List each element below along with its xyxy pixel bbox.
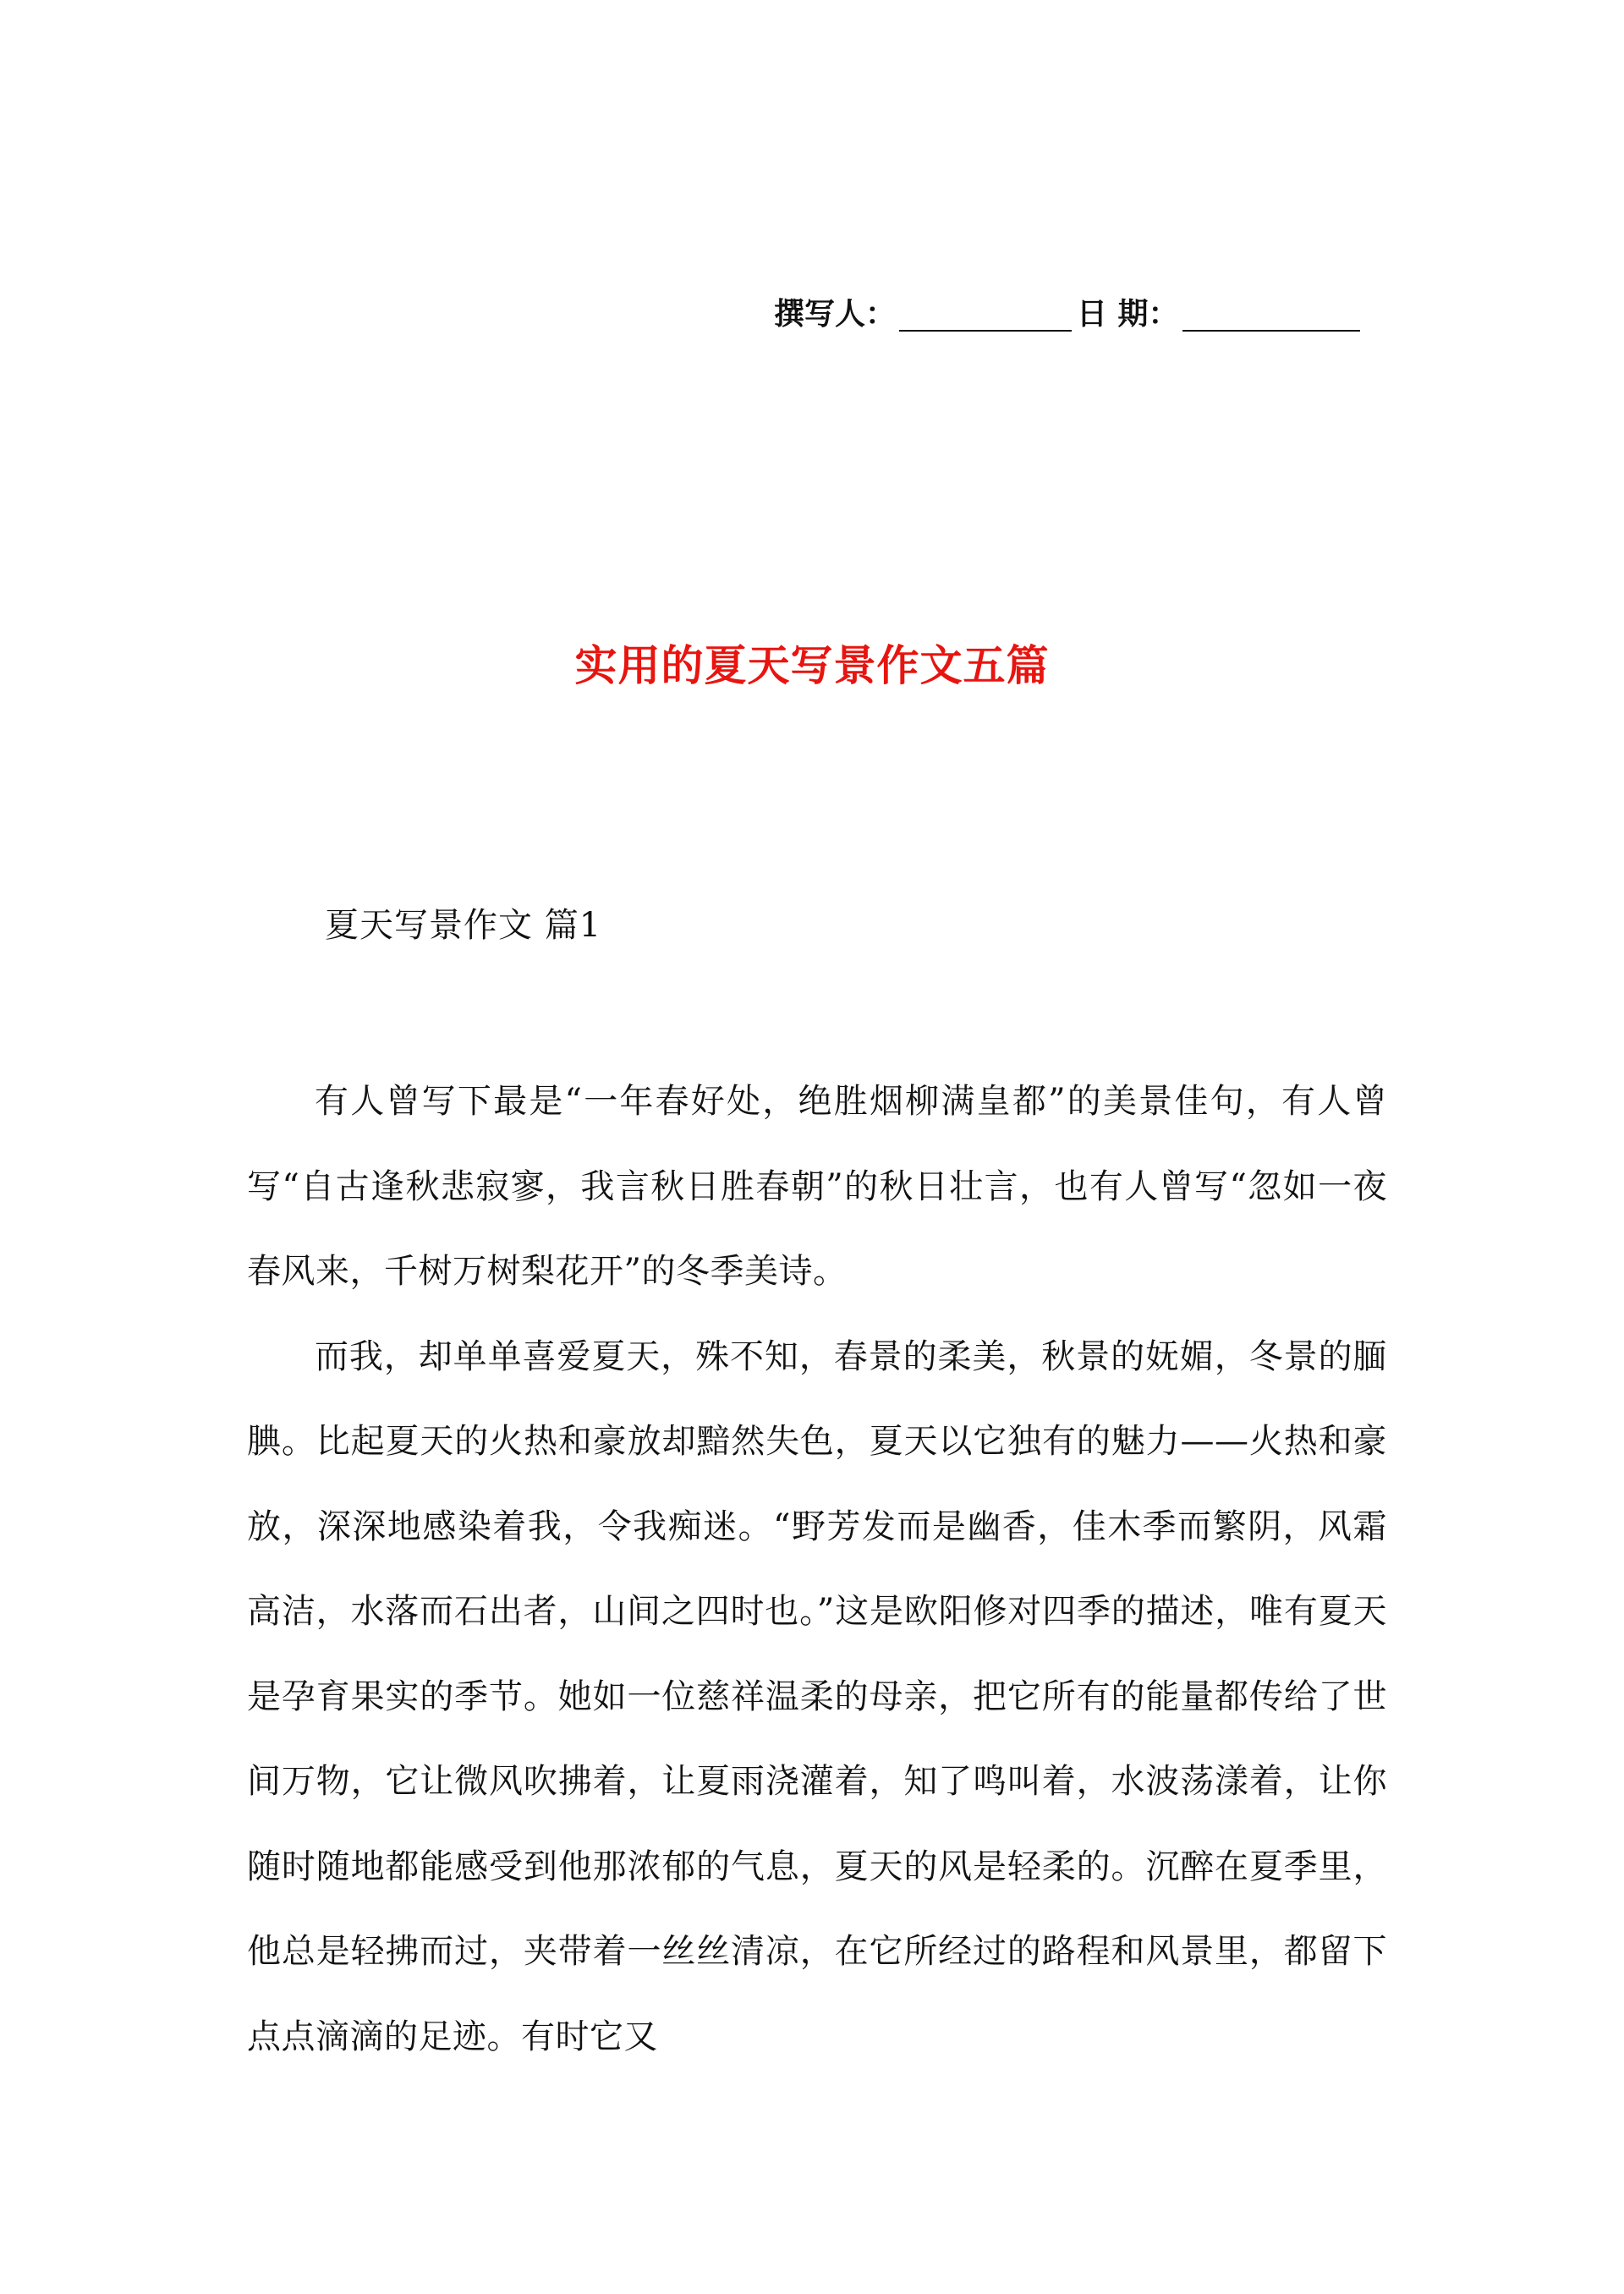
paragraph-1: 有人曾写下最是“一年春好处，绝胜烟柳满皇都”的美景佳句，有人曾写“自古逢秋悲寂寥，我言秋日胜春朝”的秋日壮言，也有人曾写“忽如一夜春风来，千树万树梨花开”的冬季美诗。 [247,1082,1387,1291]
date-label: 日 期： [1077,297,1179,332]
document-title: 实用的夏天写景作文五篇 [574,641,1050,690]
author-date-line [774,281,1383,332]
body-text [247,1059,1387,2079]
author-blank-field[interactable] [899,299,1072,332]
paragraph-2: 而我，却单单喜爱夏天，殊不知，春景的柔美，秋景的妩媚，冬景的腼腆。比起夏天的火热和豪放却黯然失色，夏天以它独有的魅力——火热和豪放，深深地感染着我，令我痴迷。“野芳发而是幽香，佳木季而繁阴，风霜高洁，水落而石出者，山间之四时也。”这是欧阳修对四季的描述，唯有夏天是孕育果实的季节。她如一位慈祥温柔的母亲，把它所有的能量都传给了世间万物，它让微风吹拂着，让夏雨浇灌着，知了鸣叫着，水波荡漾着，让你随时随地都能感受到他那浓郁的气息，夏天的风是轻柔的。沉醉在夏季里，他总是轻拂而过，夹带着一丝丝清凉，在它所经过的路程和风景里，都留下点点滴滴的足迹。有时它又 [247,1336,1387,2056]
section-heading: 夏天写景作文 篇1 [325,906,602,945]
author-label: 撰写人： [774,297,897,332]
date-blank-field[interactable] [1182,299,1360,332]
